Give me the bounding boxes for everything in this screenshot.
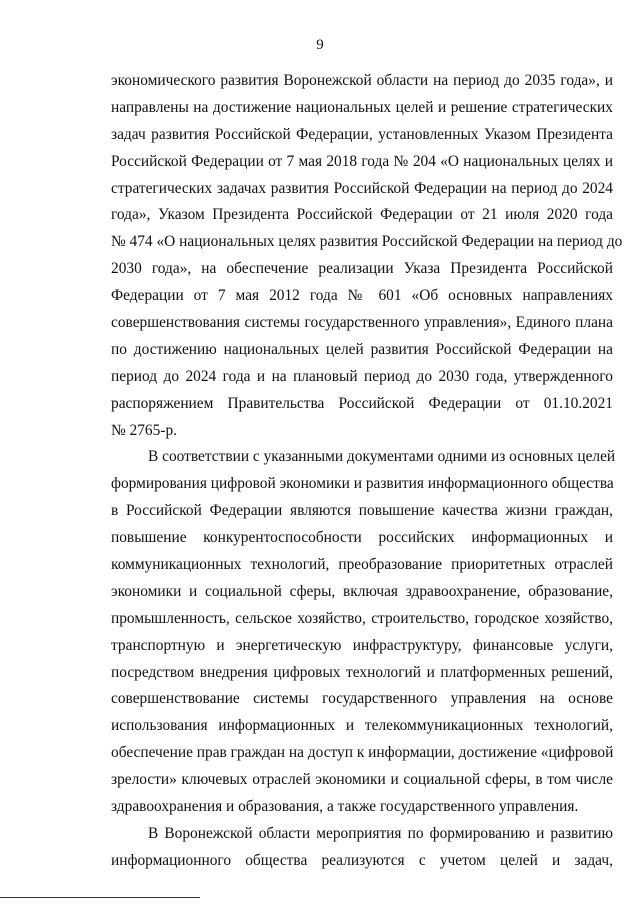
text-line: стратегических задачах развития Российской Федерации на период до 2024 [111,179,613,197]
text-line: направлены на достижение национальных целей и решение стратегических [111,98,613,116]
text-line: обеспечение прав граждан на доступ к информации, достижение «цифровой [111,744,614,762]
text-line: в Российской Федерации являются повышение качества жизни граждан, [111,502,613,520]
document-body [111,68,623,875]
text-line: транспортную и энергетическую инфраструктуру, финансовые услуги, [111,636,613,654]
footer-rule [0,897,200,898]
text-line: совершенствования системы государственного управления», Единого плана [111,314,613,332]
text-line: В соответствии с указанными документами одними из основных целей [148,448,616,466]
text-line: по достижению национальных целей развития Российской Федерации на [111,340,613,358]
text-line: 2030 года», на обеспечение реализации Указа Президента Российской [111,260,613,278]
text-line: В Воронежской области мероприятия по формированию и развитию [148,824,613,842]
text-line: посредством внедрения цифровых технологий и платформенных решений, [111,663,613,681]
text-line: здравоохранения и образования, а также государственного управления. [111,798,579,816]
text-line: информационного общества реализуются с учетом целей и задач, [111,851,613,869]
text-line: экономики и социальной сферы, включая здравоохранение, образование, [111,582,613,600]
text-line: № 2765-р. [111,421,177,439]
text-line: промышленность, сельское хозяйство, строительство, городское хозяйство, [111,609,613,627]
text-line: зрелости» ключевых отраслей экономики и социальной сферы, в том числе [111,771,613,789]
text-line: Федерации от 7 мая 2012 года № 601 «Об основных направлениях [111,287,613,305]
text-line: № 474 «О национальных целях развития Российской Федерации на период до [111,233,623,251]
text-line: года», Указом Президента Российской Федерации от 21 июля 2020 года [111,206,613,224]
page-number: 9 [316,37,324,53]
paragraph-3 [111,821,613,875]
paragraph-1 [111,68,623,444]
paragraph-2 [111,444,616,820]
text-line: совершенствование системы государственного управления на основе [111,690,613,708]
text-line: использования информационных и телекоммуникационных технологий, [111,717,613,735]
text-line: Российской Федерации от 7 мая 2018 года № 204 «О национальных целях и [111,152,613,170]
text-line: экономического развития Воронежской области на период до 2035 года», и [111,72,613,89]
text-line: коммуникационных технологий, преобразование приоритетных отраслей [111,556,613,574]
text-line: распоряжением Правительства Российской Федерации от 01.10.2021 [111,394,613,412]
text-line: повышение конкурентоспособности российских информационных и [111,529,613,547]
text-line: период до 2024 года и на плановый период до 2030 года, утвержденного [111,367,613,385]
text-line: формирования цифровой экономики и развития информационного общества [111,475,614,493]
text-line: задач развития Российской Федерации, установленных Указом Президента [111,125,613,143]
